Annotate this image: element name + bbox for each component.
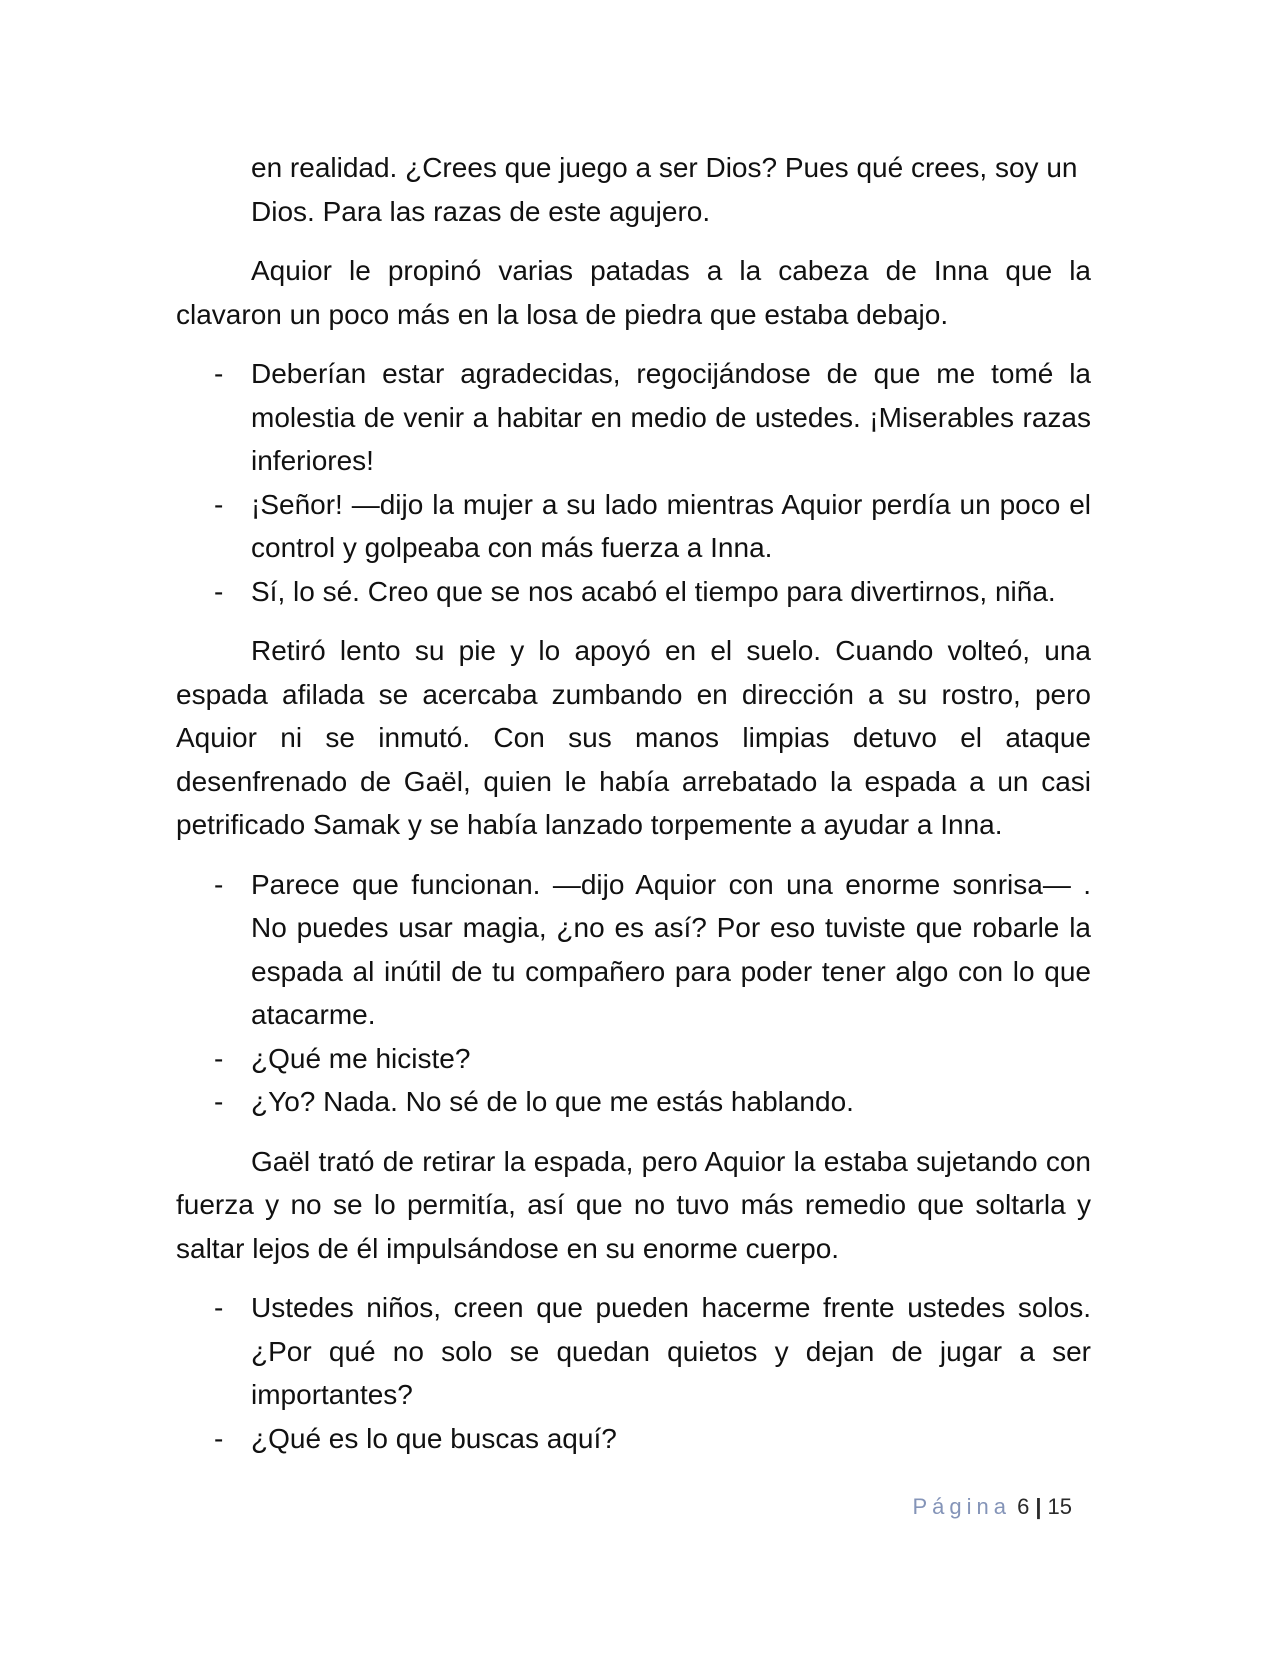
dialogue-text: ¿Qué me hiciste? [251, 1042, 471, 1074]
dialogue-text: Deberían estar agradecidas, regocijándose de que me tomé la molestia de venir a habitar en medio de ustedes. ¡Miserables razas inferiores! [251, 358, 1091, 476]
dialogue-line [176, 1286, 1091, 1417]
dialogue-text: ¡Señor! —dijo la mujer a su lado mientras Aquior perdía un poco el control y golpeaba con más fuerza a Inna. [251, 488, 1091, 563]
dialogue-dash: - [214, 488, 224, 520]
page-body [176, 146, 1091, 1476]
dialogue-line [176, 1417, 1091, 1461]
dialogue-line [176, 483, 1091, 570]
dialogue-dash: - [214, 1292, 224, 1323]
dialogue-group-1 [176, 352, 1091, 613]
footer-page-label: Página [912, 1494, 1011, 1519]
dialogue-line [176, 863, 1091, 1037]
paragraph-continuation: en realidad. ¿Crees que juego a ser Dios? Pues qué crees, soy un Dios. Para las razas de este agujero. [251, 152, 1078, 227]
dialogue-text: Sí, lo sé. Creo que se nos acabó el tiempo para divertirnos, niña. [251, 575, 1056, 607]
dialogue-group-2 [176, 863, 1091, 1124]
dialogue-text: Parece que funcionan. —dijo Aquior con una enorme sonrisa— . No puedes usar magia, ¿no es así? Por eso tuviste que robarle la espada al inútil de tu compañero para poder tener algo con lo que atacarme. [251, 868, 1091, 1030]
dialogue-line [176, 1080, 1091, 1124]
dialogue-dash: - [214, 1086, 224, 1117]
narrative-paragraph: Gaël trató de retirar la espada, pero Aquior la estaba sujetando con fuerza y no se lo permitía, así que no tuvo más remedio que soltarla y saltar lejos de él impulsándose en su enorme cuerpo. [176, 1145, 1091, 1264]
dialogue-dash: - [214, 358, 224, 389]
dialogue-text: Ustedes niños, creen que pueden hacerme frente ustedes solos. ¿Por qué no solo se quedan quietos y dejan de jugar a ser importantes? [251, 1292, 1091, 1410]
footer-page-total: 15 [1047, 1494, 1072, 1519]
footer-page-number: 6 [1017, 1494, 1030, 1519]
dialogue-line [176, 570, 1091, 614]
dialogue-line [176, 352, 1091, 483]
narrative-paragraph: Retiró lento su pie y lo apoyó en el suelo. Cuando volteó, una espada afilada se acercaba zumbando en dirección a su rostro, pero Aquior ni se inmutó. Con sus manos limpias detuvo el ataque desenfrenado de Gaël, quien le había arrebatado la espada a un casi petrificado Samak y se había lanzado torpemente a ayudar a Inna. [176, 635, 1091, 840]
dialogue-dash: - [214, 868, 224, 900]
dialogue-dash: - [214, 1422, 224, 1454]
dialogue-text: ¿Qué es lo que buscas aquí? [251, 1422, 617, 1454]
footer-separator: | [1035, 1494, 1042, 1519]
dialogue-text: ¿Yo? Nada. No sé de lo que me estás hablando. [251, 1086, 854, 1117]
page-footer [912, 1492, 1072, 1522]
narrative-paragraph: Aquior le propinó varias patadas a la cabeza de Inna que la clavaron un poco más en la losa de piedra que estaba debajo. [176, 255, 1091, 330]
dialogue-dash: - [214, 1042, 224, 1074]
dialogue-line [176, 1037, 1091, 1081]
dialogue-group-3 [176, 1286, 1091, 1460]
dialogue-dash: - [214, 575, 224, 607]
